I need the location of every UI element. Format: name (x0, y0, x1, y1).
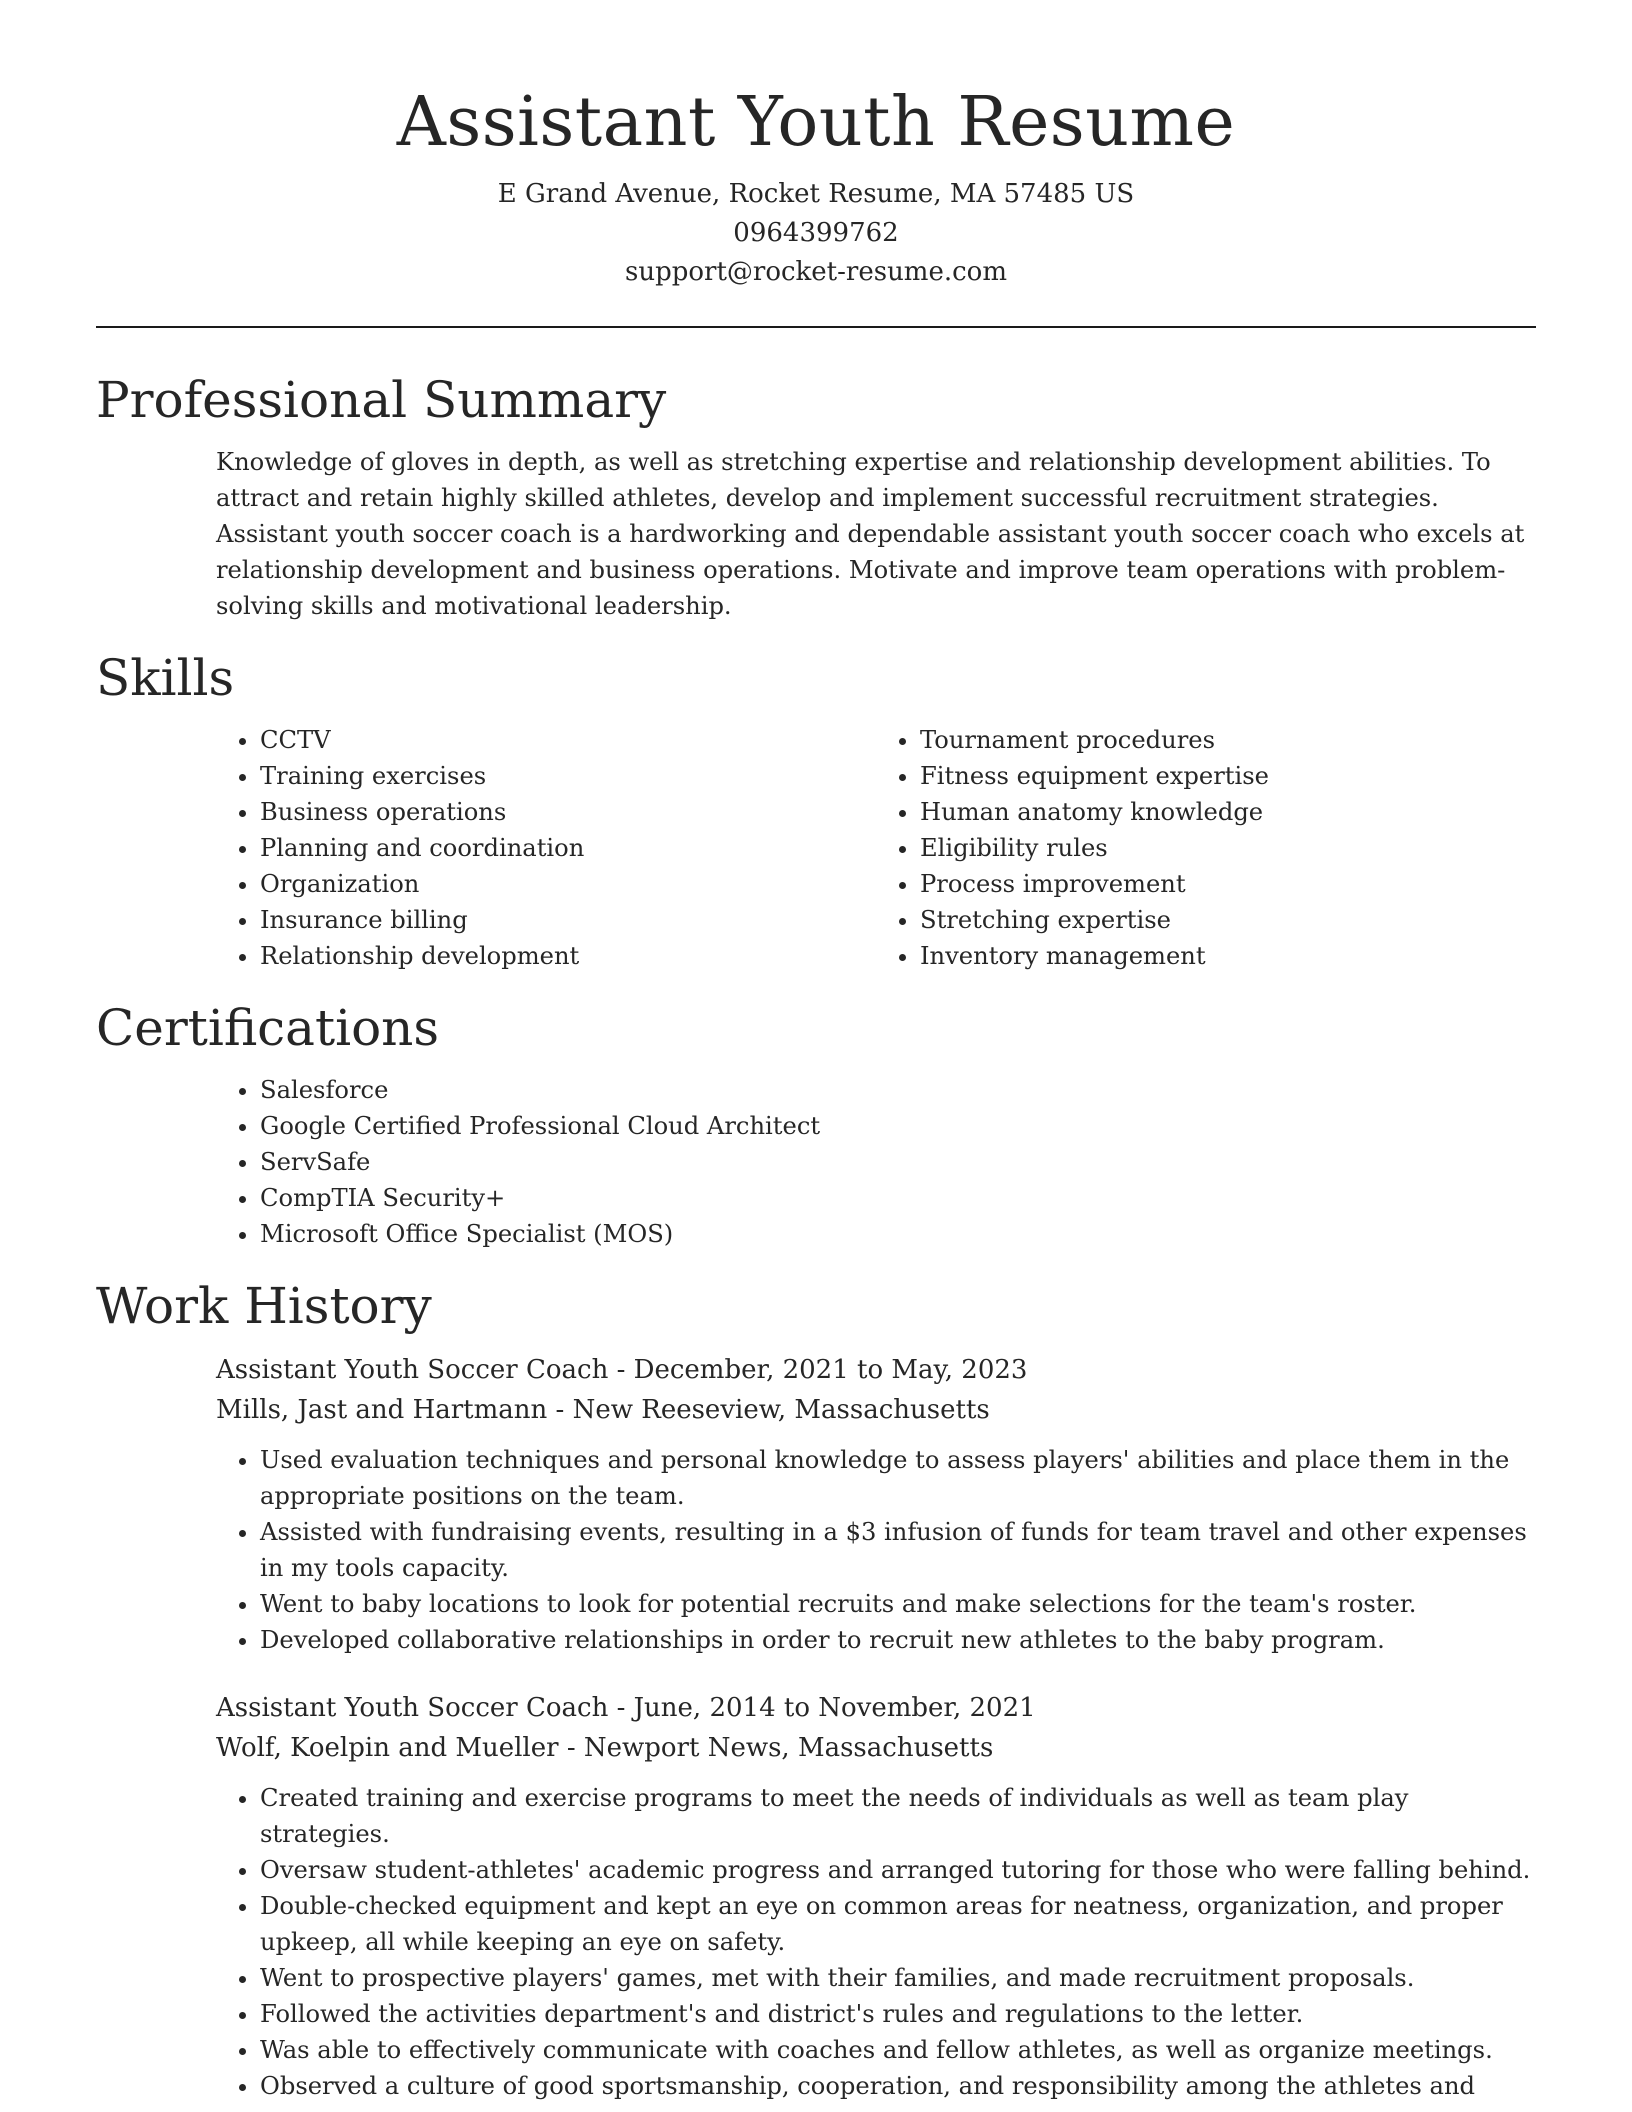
skill-item: • Tournament procedures (920, 722, 1536, 758)
resume-page (96, 0, 1536, 2104)
job-duties-list (216, 1442, 1536, 1658)
skill-item: • Business operations (260, 794, 876, 830)
skill-item: • Planning and coordination (260, 830, 876, 866)
skill-item: • Inventory management (920, 938, 1536, 974)
job-entry (216, 1350, 1536, 1658)
skills-columns (216, 722, 1536, 974)
skill-item: • CCTV (260, 722, 876, 758)
skills-heading: Skills (96, 649, 235, 707)
certifications-list (216, 1072, 1536, 1252)
job-duty-item: • Followed the activities department's and district's rules and regulations to the letter. (260, 1996, 1536, 2032)
skill-item: • Organization (260, 866, 876, 902)
job-title-line: Assistant Youth Soccer Coach - June, 2014 to November, 2021 (216, 1693, 1036, 1723)
certifications-block (216, 1072, 1536, 1252)
contact-address: E Grand Avenue, Rocket Resume, MA 57485 US (497, 179, 1135, 209)
skill-item: • Insurance billing (260, 902, 876, 938)
skill-item: • Process improvement (920, 866, 1536, 902)
job-duty-item: • Oversaw student-athletes' academic progress and arranged tutoring for those who were falling behind. (260, 1852, 1536, 1888)
work-history-heading: Work History (96, 1277, 432, 1335)
job-title-line: Assistant Youth Soccer Coach - December, 2021 to May, 2023 (216, 1355, 1028, 1385)
skills-list-left (216, 722, 876, 974)
job-duty-item: • Developed collaborative relationships in order to recruit new athletes to the baby program. (260, 1622, 1536, 1658)
certification-item: • Google Certified Professional Cloud Architect (260, 1108, 1536, 1144)
certification-item: • ServSafe (260, 1144, 1536, 1180)
header-divider (96, 326, 1536, 328)
skill-item: • Eligibility rules (920, 830, 1536, 866)
job-duty-item: • Used evaluation techniques and personal knowledge to assess players' abilities and place them in the appropriate positions on the team. (260, 1442, 1536, 1514)
job-duty-item: • Double-checked equipment and kept an eye on common areas for neatness, organization, and proper upkeep, all while keeping an eye on safety. (260, 1888, 1536, 1960)
skill-item: • Human anatomy knowledge (920, 794, 1536, 830)
job-duty-item: • Assisted with fundraising events, resulting in a $3 infusion of funds for team travel and other expenses in my tools capacity. (260, 1514, 1536, 1586)
certifications-heading: Certifications (96, 999, 440, 1057)
job-company-line: Wolf, Koelpin and Mueller - Newport News, Massachusetts (216, 1733, 994, 1763)
skills-list-right (876, 722, 1536, 974)
summary-section (96, 370, 1536, 624)
job-duty-item: • Went to baby locations to look for potential recruits and make selections for the team's roster. (260, 1586, 1536, 1622)
resume-name: Assistant Youth Resume (396, 83, 1236, 162)
job-duty-item: • Observed a culture of good sportsmanship, cooperation, and responsibility among the athletes and (260, 2068, 1536, 2104)
job-company-line: Mills, Jast and Hartmann - New Reeseview, Massachusetts (216, 1395, 990, 1425)
contact-phone: 0964399762 (733, 218, 899, 248)
job-entry (216, 1688, 1536, 2104)
certification-item: • Microsoft Office Specialist (MOS) (260, 1216, 1536, 1252)
certifications-section (96, 998, 1536, 1252)
job-duty-item: • Was able to effectively communicate with coaches and fellow athletes, as well as organize meetings. (260, 2032, 1536, 2068)
job-duty-item: • Created training and exercise programs to meet the needs of individuals as well as team play strategies. (260, 1780, 1536, 1852)
job-duties-list (216, 1780, 1536, 2104)
contact-block (96, 175, 1536, 292)
certification-item: • Salesforce (260, 1072, 1536, 1108)
job-duty-item: • Went to prospective players' games, met with their families, and made recruitment proposals. (260, 1960, 1536, 1996)
contact-email: support@rocket-resume.com (624, 257, 1007, 287)
skill-item: • Relationship development (260, 938, 876, 974)
skill-item: • Stretching expertise (920, 902, 1536, 938)
summary-heading: Professional Summary (96, 371, 667, 429)
skill-item: • Fitness equipment expertise (920, 758, 1536, 794)
resume-header (96, 0, 1536, 292)
work-history-section (96, 1276, 1536, 2104)
skills-section (96, 648, 1536, 974)
summary-text: Knowledge of gloves in depth, as well as stretching expertise and relationship development abilities. To attract and retain highly skilled athletes, develop and implement successful recruitment strategies. Assistant youth soccer coach is a hardworking and dependable assistant youth soccer coach who excels at relationship development and business operations. Motivate and improve team operations with problem-solving skills and motivational leadership. (216, 448, 1525, 620)
certification-item: • CompTIA Security+ (260, 1180, 1536, 1216)
skill-item: • Training exercises (260, 758, 876, 794)
